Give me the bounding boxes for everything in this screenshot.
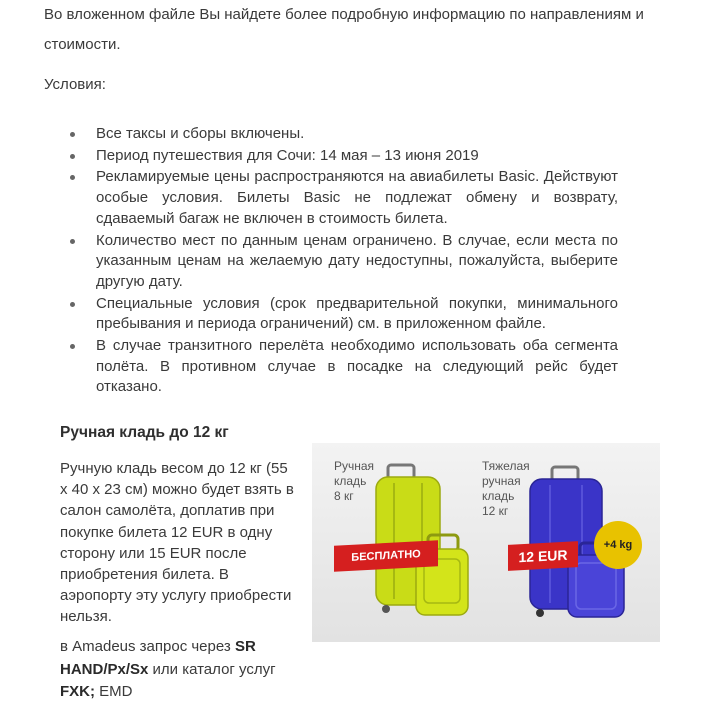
promo-right-label: Тяжелая ручная кладь 12 кг [482,459,530,518]
condition-item: Количество мест по данным ценам ограничено. В случае, если места по указанным ценам на желаемую дату недоступны, пожалуйста, выберите другую дату. [96,231,618,293]
amadeus-mid: или каталог услуг [148,660,276,678]
condition-item: Период путешествия для Сочи: 14 мая – 13 июня 2019 [96,146,618,167]
condition-item: В случае транзитного перелёта необходимо использовать оба сегмента полёта. В противном случае в посадке на следующий рейс будет отказано. [96,336,618,398]
promo-left-label: Ручная кладь 8 кг [334,459,375,503]
amadeus-code-fxk: FXK; [60,683,95,700]
baggage-description: Ручную кладь весом до 12 кг (55 x 40 x 23 см) можно будет взять в салон самолёта, доплатив при покупке билета 12 EUR в одну сторону или 15 EUR после приобретения билета. В аэропорту эту услугу приобрести нельзя. [60,460,294,626]
intro-paragraph: Во вложенном файле Вы найдете более подробную информацию по направлениям и стоимости. [44,6,644,53]
conditions-list [96,124,618,399]
amadeus-suffix: EMD [95,683,133,700]
amadeus-instructions [60,636,296,704]
condition-item: Все таксы и сборы включены. [96,124,618,145]
extra-weight-badge: +4 kg [594,521,642,569]
amadeus-code-sr: SR HAND/Px/Sx [60,638,256,678]
price-ribbon: 12 EUR [508,541,578,571]
condition-item: Рекламируемые цены распространяются на авиабилеты Basic. Действуют особые условия. Билеты Basic не подлежат обмену и возврату, сдаваемый багаж не включен в стоимость билета. [96,167,618,229]
conditions-title: Условия: [44,76,106,93]
free-ribbon: БЕСПЛАТНО [334,540,438,571]
baggage-promo-image [312,443,660,642]
baggage-title: Ручная кладь до 12 кг [60,424,229,441]
amadeus-prefix: в Amadeus запрос через [60,638,235,655]
condition-item: Специальные условия (срок предварительной покупки, минимального пребывания и периода ограничений) см. в приложенном файле. [96,294,618,335]
